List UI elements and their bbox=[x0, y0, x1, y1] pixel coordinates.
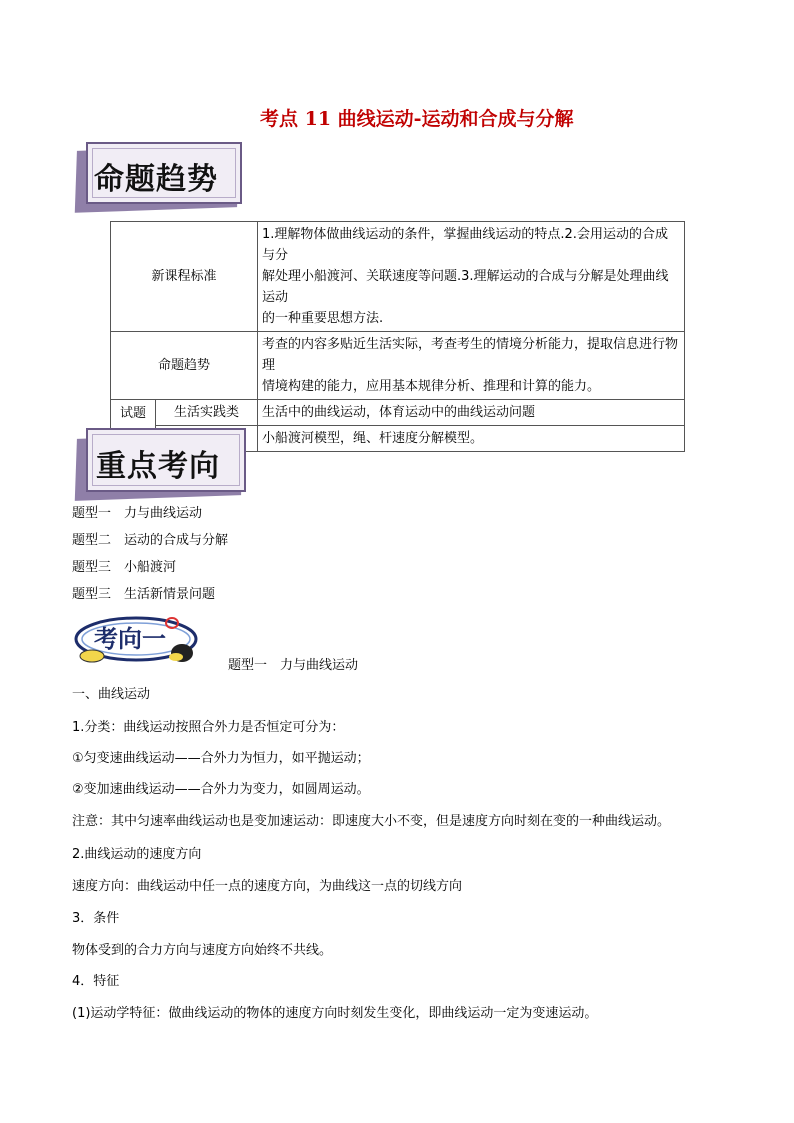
spec-content-explore: 小船渡河模型，绳、杆速度分解模型。 bbox=[258, 426, 685, 452]
table-row bbox=[111, 400, 685, 426]
focus-banner bbox=[76, 428, 252, 500]
body-paragraph: ②变加速曲线运动——合外力为变力，如圆周运动。 bbox=[72, 782, 370, 797]
spec-standard-line: 的一种重要思想方法. bbox=[262, 311, 384, 326]
spec-content-standard bbox=[258, 222, 685, 332]
trend-banner bbox=[76, 142, 246, 212]
spec-table bbox=[110, 221, 685, 452]
spec-trend-line: 考查的内容多贴近生活实际，考查考生的情境分析能力，提取信息进行物理 bbox=[262, 337, 679, 373]
spec-label-trend: 命题趋势 bbox=[111, 332, 258, 400]
body-paragraph: 4．特征 bbox=[72, 974, 120, 989]
spec-trend-line: 情境构建的能力，应用基本规律分析、推理和计算的能力。 bbox=[262, 379, 601, 394]
body-paragraph: ①匀变速曲线运动——合外力为恒力，如平抛运动； bbox=[72, 751, 370, 766]
topic-item: 题型二 运动的合成与分解 bbox=[72, 533, 229, 548]
body-paragraph: 速度方向：曲线运动中任一点的速度方向，为曲线这一点的切线方向 bbox=[72, 879, 463, 894]
spec-type-practice: 生活实践类 bbox=[156, 400, 258, 426]
spec-label-standard: 新课程标准 bbox=[111, 222, 258, 332]
document-title: 考点 11 曲线运动-运动和合成与分解 bbox=[260, 108, 574, 130]
topic-item: 题型三 小船渡河 bbox=[72, 560, 177, 575]
topic-item: 题型一 力与曲线运动 bbox=[72, 506, 203, 521]
table-row bbox=[111, 332, 685, 400]
section-heading: 题型一 力与曲线运动 bbox=[228, 658, 359, 673]
body-paragraph: (1)运动学特征：做曲线运动的物体的速度方向时刻发生变化，即曲线运动一定为变速运动。 bbox=[72, 1006, 598, 1021]
topic-item: 题型三 生活新情景问题 bbox=[72, 587, 216, 602]
spec-standard-line: 解处理小船渡河、关联速度等问题.3.理解运动的合成与分解是处理曲线运动 bbox=[262, 269, 669, 305]
trend-banner-label: 命题趋势 bbox=[94, 162, 218, 197]
body-heading-curve-motion: 一、曲线运动 bbox=[72, 687, 151, 702]
body-paragraph: 3．条件 bbox=[72, 911, 120, 926]
body-paragraph: 注意：其中匀速率曲线运动也是变加速运动：即速度大小不变，但是速度方向时刻在变的一种曲线运动。 bbox=[72, 814, 671, 829]
body-paragraph: 2.曲线运动的速度方向 bbox=[72, 847, 202, 862]
spec-content-practice: 生活中的曲线运动，体育运动中的曲线运动问题 bbox=[258, 400, 685, 426]
table-row bbox=[111, 222, 685, 332]
body-paragraph: 物体受到的合力方向与速度方向始终不共线。 bbox=[72, 943, 333, 958]
body-paragraph: 1.分类：曲线运动按照合外力是否恒定可分为： bbox=[72, 720, 345, 735]
spec-situation-label-line: 试题 bbox=[119, 405, 146, 421]
spec-standard-line: 1.理解物体做曲线运动的条件，掌握曲线运动的特点.2.会用运动的合成与分 bbox=[262, 227, 668, 263]
direction-one-emblem bbox=[72, 613, 202, 668]
spec-content-trend bbox=[258, 332, 685, 400]
direction-one-label: 考向一 bbox=[94, 624, 166, 653]
focus-banner-label: 重点考向 bbox=[96, 449, 220, 484]
